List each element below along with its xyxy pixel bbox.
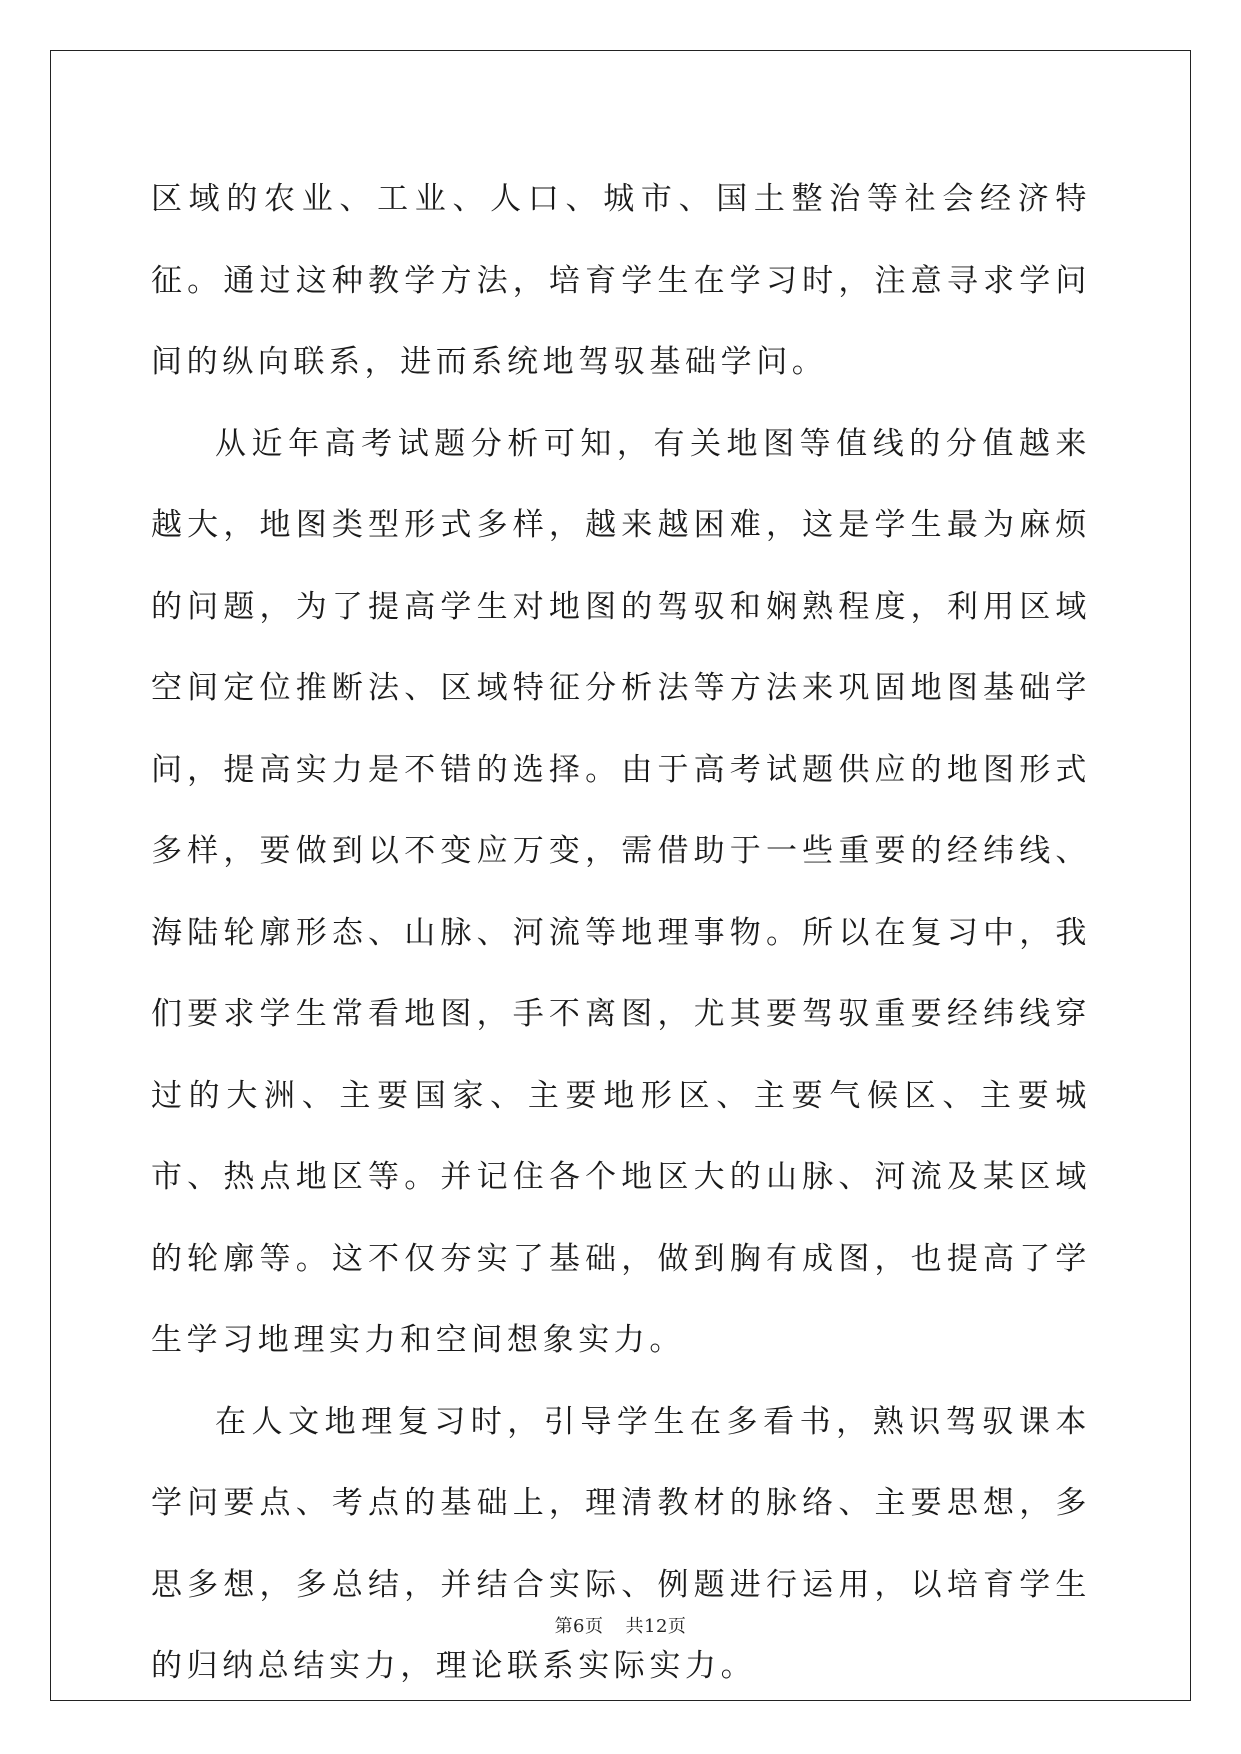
page-number: 第6页 xyxy=(554,1616,604,1637)
document-body xyxy=(151,159,1091,1708)
paragraph-1: 区域的农业、工业、人口、城市、国土整治等社会经济特征。通过这种教学方法，培育学生在学习时，注意寻求学问间的纵向联系，进而系统地驾驭基础学问。 xyxy=(151,181,1091,380)
page-total: 共12页 xyxy=(625,1616,687,1637)
page-footer xyxy=(0,1612,1241,1638)
paragraph-2: 从近年高考试题分析可知，有关地图等值线的分值越来越大，地图类型形式多样，越来越困难，这是学生最为麻烦的问题，为了提高学生对地图的驾驭和娴熟程度，利用区域空间定位推断法、区域特征分析法等方法来巩固地图基础学问，提高实力是不错的选择。由于高考试题供应的地图形式多样，要做到以不变应万变，需借助于一些重要的经纬线、海陆轮廓形态、山脉、河流等地理事物。所以在复习中，我们要求学生常看地图，手不离图，尤其要驾驭重要经纬线穿过的大洲、主要国家、主要地形区、主要气候区、主要城市、热点地区等。并记住各个地区大的山脉、河流及某区域的轮廓等。这不仅夯实了基础，做到胸有成图，也提高了学生学习地理实力和空间想象实力。 xyxy=(151,425,1091,1358)
paragraph-3: 在人文地理复习时，引导学生在多看书，熟识驾驭课本学问要点、考点的基础上，理清教材的脉络、主要思想，多思多想，多总结，并结合实际、例题进行运用，以培育学生的归纳总结实力，理论联系实际实力。 xyxy=(151,1403,1091,1684)
